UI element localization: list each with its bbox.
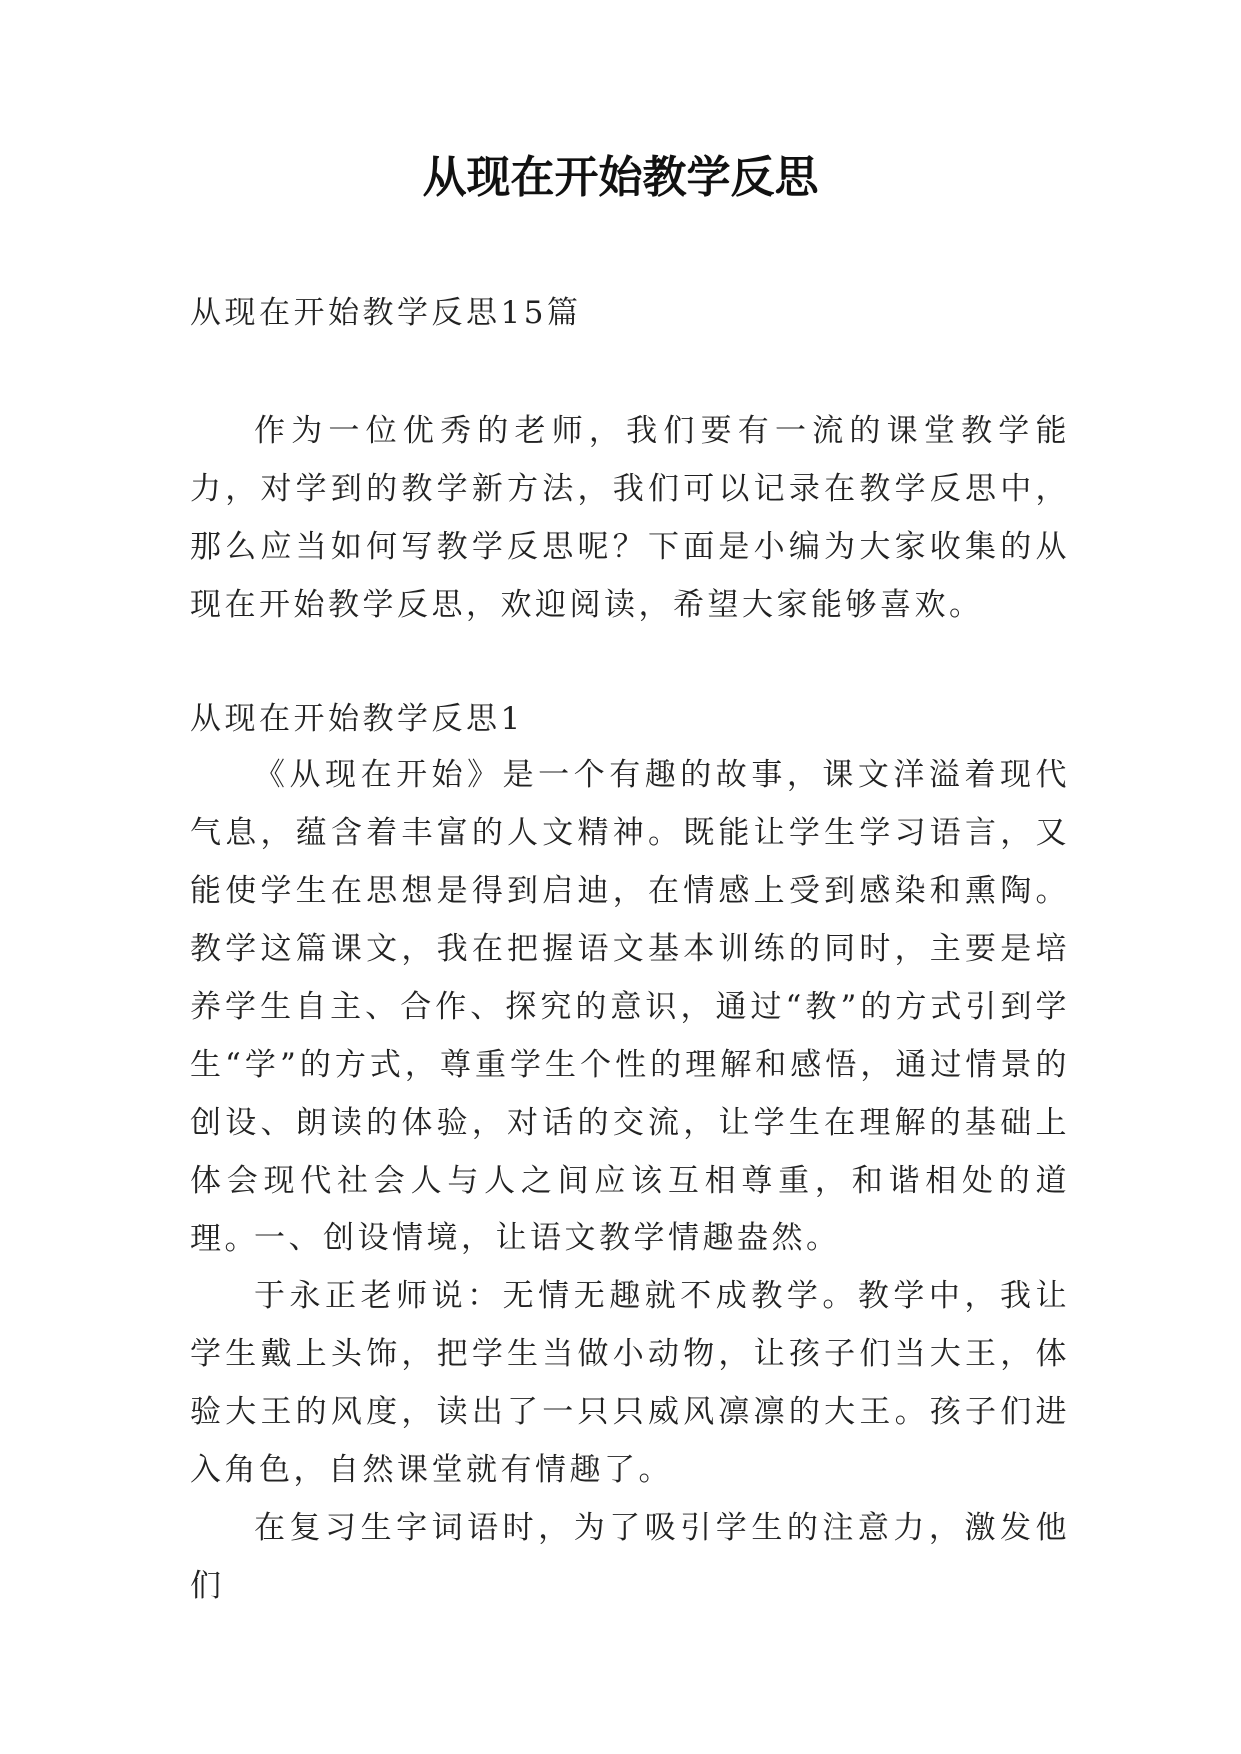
section-heading: 从现在开始教学反思1 xyxy=(190,701,524,737)
intro-paragraph: 作为一位优秀的老师，我们要有一流的课堂教学能力，对学到的教学新方法，我们可以记录在教学反思中，那么应当如何写教学反思呢？下面是小编为大家收集的从现在开始教学反思，欢迎阅读，希望大家能够喜欢。 xyxy=(190,413,1070,623)
section-paragraph: 在复习生字词语时，为了吸引学生的注意力，激发他们 xyxy=(190,1510,1070,1604)
section-paragraph: 《从现在开始》是一个有趣的故事，课文洋溢着现代气息，蕴含着丰富的人文精神。既能让学生学习语言，又能使学生在思想是得到启迪，在情感上受到感染和熏陶。教学这篇课文，我在把握语文基本训练的同时，主要是培养学生自主、合作、探究的意识，通过“教”的方式引到学生“学”的方式，尊重学生个性的理解和感悟，通过情景的创设、朗读的体验，对话的交流，让学生在理解的基础上体会现代社会人与人之间应该互相尊重，和谐相处的道理。 xyxy=(190,757,1070,1257)
document-subtitle: 从现在开始教学反思15篇 xyxy=(190,295,582,331)
section-point-heading: 一、创设情境，让语文教学情趣盎然。 xyxy=(254,1220,841,1256)
document-title: 从现在开始教学反思 xyxy=(422,152,819,203)
section-paragraph: 于永正老师说：无情无趣就不成教学。教学中，我让学生戴上头饰，把学生当做小动物，让孩子们当大王，体验大王的风度，读出了一只只威风凛凛的大王。孩子们进入角色，自然课堂就有情趣了。 xyxy=(190,1278,1070,1488)
